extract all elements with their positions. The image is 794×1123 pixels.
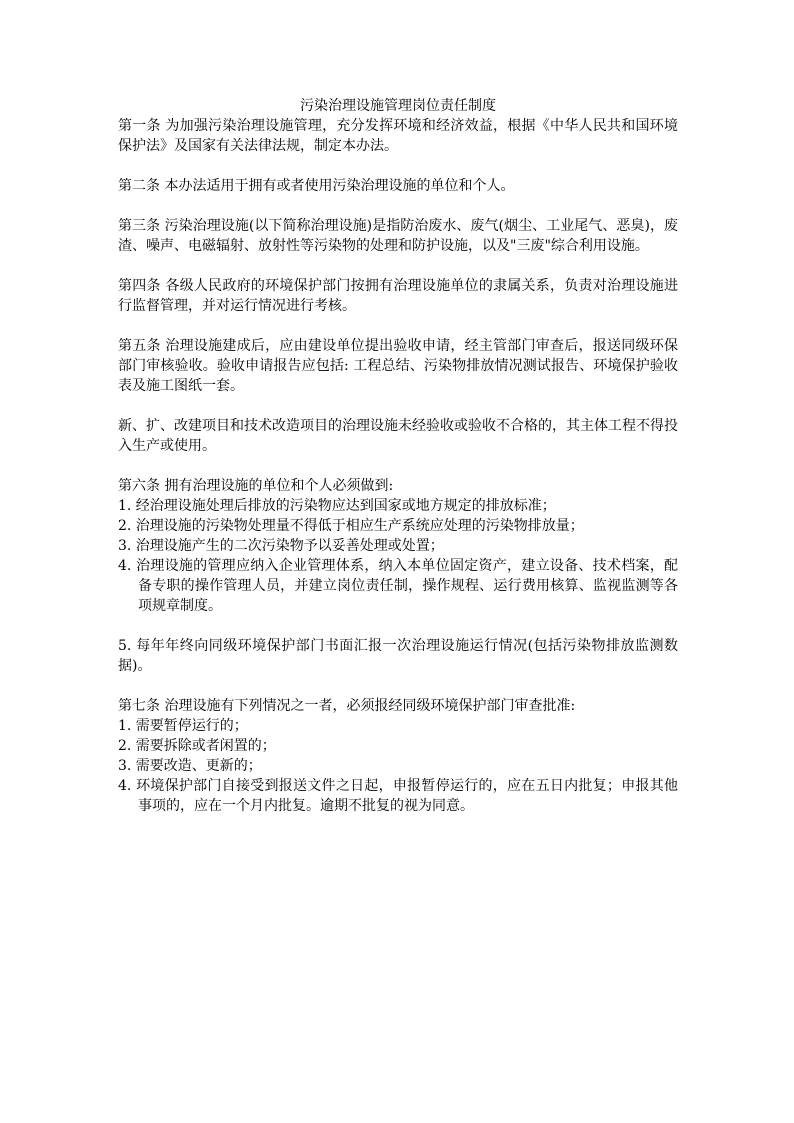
- article-1: 第一条 为加强污染治理设施管理，充分发挥环境和经济效益，根据《中华人民共和国环境保护法》及国家有关法律法规，制定本办法。: [118, 118, 678, 154]
- article-6-item-5: 5. 每年年终向同级环境保护部门书面汇报一次治理设施运行情况(包括污染物排放监测数据)。: [118, 638, 678, 674]
- article-7-item-1: 1. 需要暂停运行的；: [118, 718, 248, 734]
- article-5-extra: 新、扩、改建项目和技术改造项目的治理设施未经验收或验收不合格的，其主体工程不得投入生产或使用。: [118, 418, 678, 454]
- article-3: 第三条 污染治理设施(以下简称治理设施)是指防治废水、废气(烟尘、工业尾气、恶臭)，废渣、噪声、电磁辐射、放射性等污染物的处理和防护设施，以及"三废"综合利用设施。: [118, 218, 678, 254]
- article-6: 第六条 拥有治理设施的单位和个人必须做到:: [118, 478, 394, 494]
- document-title: 污染治理设施管理岗位责任制度: [300, 98, 496, 114]
- article-2: 第二条 本办法适用于拥有或者使用污染治理设施的单位和个人。: [118, 178, 515, 194]
- article-5: 第五条 治理设施建成后，应由建设单位提出验收申请，经主管部门审查后，报送同级环保部门审核验收。验收申请报告应包括: 工程总结、污染物排放情况测试报告、环境保护验收表及施工图纸一套。: [118, 338, 678, 394]
- article-6-item-3: 3. 治理设施产生的二次污染物予以妥善处理或处置；: [118, 538, 444, 554]
- article-7: 第七条 治理设施有下列情况之一者，必须报经同级环境保护部门审查批准:: [118, 698, 576, 714]
- article-7-item-2: 2. 需要拆除或者闲置的；: [118, 738, 276, 754]
- article-4: 第四条 各级人民政府的环境保护部门按拥有治理设施单位的隶属关系，负责对治理设施进行监督管理，并对运行情况进行考核。: [118, 278, 678, 314]
- article-7-item-3: 3. 需要改造、更新的；: [118, 758, 262, 774]
- document-page: [118, 96, 678, 816]
- article-6-item-4: 4. 治理设施的管理应纳入企业管理体系，纳入本单位固定资产，建立设备、技术档案，配备专职的操作管理人员，并建立岗位责任制，操作规程、运行费用核算、监视监测等各项规章制度。: [118, 558, 678, 614]
- article-7-item-4: 4. 环境保护部门自接受到报送文件之日起，申报暂停运行的，应在五日内批复；申报其他事项的，应在一个月内批复。逾期不批复的视为同意。: [118, 778, 678, 814]
- article-6-item-2: 2. 治理设施的污染物处理量不得低于相应生产系统应处理的污染物排放量；: [118, 518, 584, 534]
- article-6-item-1: 1. 经治理设施处理后排放的污染物应达到国家或地方规定的排放标准；: [118, 498, 556, 514]
